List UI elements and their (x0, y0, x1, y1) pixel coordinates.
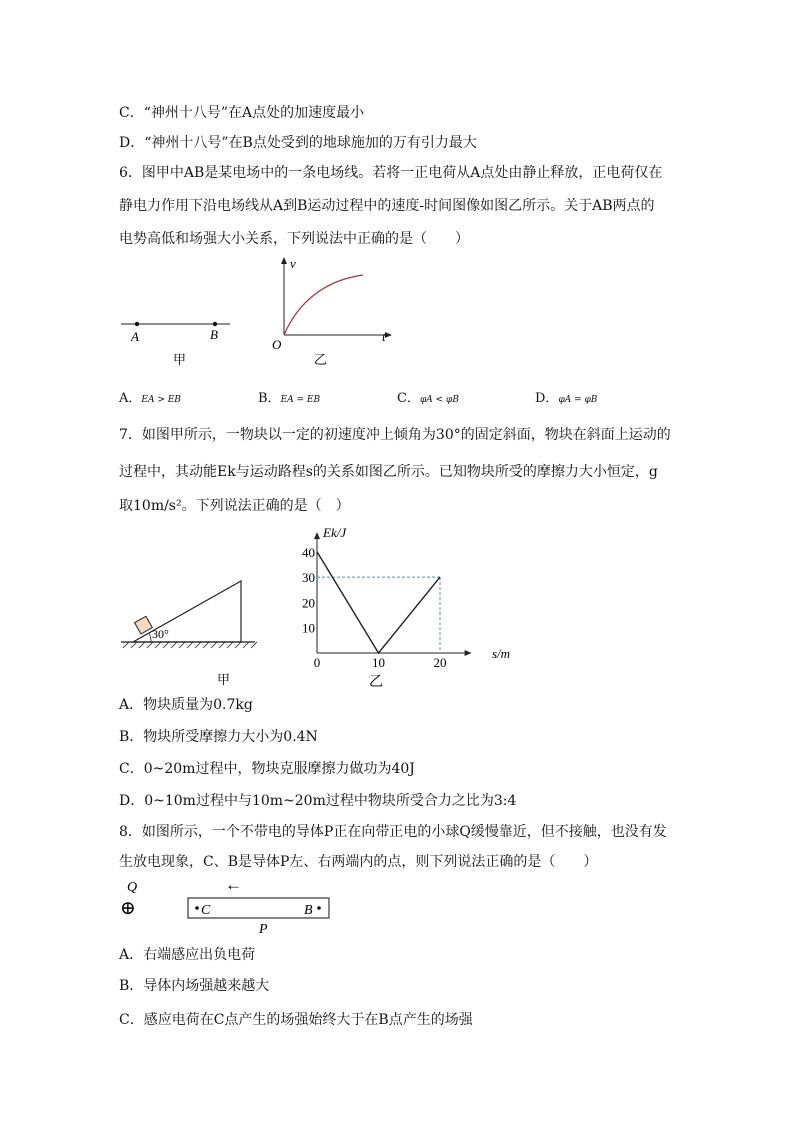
q6-point-b-dot (213, 322, 217, 326)
q5-option-c: C．“神州十八号”在A点处的加速度最小 (119, 105, 365, 121)
q6-t-label: t (382, 329, 386, 344)
q6-option-a-expr: EA > EB (141, 395, 181, 405)
chart-caption: 乙 (369, 675, 383, 690)
q6-option-a (119, 390, 181, 409)
q7-block (135, 616, 153, 634)
q8-point-b-label: B (304, 903, 313, 918)
q6-option-c-expr: φA < φB (419, 395, 459, 405)
q6-v-label: v (290, 256, 296, 271)
chart-x-label: s/m (492, 646, 511, 661)
q8-motion-arrow: ← (225, 875, 242, 894)
q8-ball-symbol: ⊕ (120, 898, 136, 919)
q7-stem-line-1: 7．如图甲所示，一物块以一定的初速度冲上倾角为30°的固定斜面，物块在斜面上运动的 (119, 427, 671, 443)
q8-point-c-label: C (201, 903, 211, 918)
q6-fig-jia-caption: 甲 (173, 352, 187, 367)
q8-stem-line-1: 8．如图所示，一个不带电的导体P正在向带正电的小球Q缓慢靠近，但不接触，也没有发 (119, 824, 667, 840)
q6-option-b-expr: EA = EB (280, 395, 321, 405)
q8-ball-label: Q (127, 880, 138, 895)
q6-point-a-label: A (131, 329, 139, 344)
q7-option-b: B．物块所受摩擦力大小为0.4N (119, 729, 318, 745)
q7-incline-figure (115, 572, 265, 690)
q6-stem-line-2: 静电力作用下沿电场线从A到B运动过程中的速度-时间图像如图乙所示。关于AB两点的 (119, 198, 655, 214)
q5-option-d: D．“神州十八号”在B点处受到的地球施加的万有引力最大 (119, 135, 477, 151)
q8-option-c: C．感应电荷在C点产生的场强始终大于在B点产生的场强 (119, 1012, 473, 1028)
q6-point-b-label: B (210, 327, 218, 342)
chart-y-label: Ek/J (323, 525, 347, 540)
q6-option-b-prefix: B． (258, 391, 281, 406)
q6-option-d-prefix: D． (535, 391, 559, 406)
q6-v-arrow (281, 257, 287, 264)
q8-option-b: B．导体内场强越来越大 (119, 978, 270, 994)
q7-angle-arc (149, 633, 151, 642)
chart-x-tick-10: 10 (372, 655, 385, 670)
chart-series-line (317, 552, 440, 653)
q7-option-a: A．物块质量为0.7kg (119, 697, 253, 713)
q6-t-arrow (385, 332, 392, 338)
chart-x-tick-20: 20 (433, 655, 447, 670)
q8-option-a: A．右端感应出负电荷 (119, 947, 256, 963)
chart-y-axis-arrow (314, 532, 320, 539)
q6-stem-line-1: 6．图甲中AB是某电场中的一条电场线。若将一正电荷从A点处由静止释放，正电荷仅在 (119, 165, 663, 181)
q7-stem-line-3: 取10m/s²。下列说法正确的是（ ） (119, 498, 350, 514)
chart-y-tick-30: 30 (302, 570, 315, 586)
q7-ground-hatch (123, 642, 257, 648)
q6-option-d (535, 390, 597, 409)
q7-option-c: C．0~20m过程中，物块克服摩擦力做功为40J (119, 761, 415, 777)
q8-point-c-dot (195, 906, 199, 910)
q6-option-d-expr: φA = φB (558, 395, 598, 405)
chart-x-tick-0: 0 (313, 655, 321, 670)
chart-y-tick-20: 20 (302, 595, 315, 611)
q7-option-d: D．0~10m过程中与10m~20m过程中物块所受合力之比为3:4 (119, 793, 517, 809)
q6-origin-label: O (272, 337, 282, 352)
q6-option-b (258, 390, 320, 409)
q7-fig-jia-caption: 甲 (217, 672, 231, 687)
q6-fig-yi-caption: 乙 (314, 352, 328, 367)
q6-figures (115, 255, 395, 370)
q8-conductor-label: P (259, 922, 268, 937)
q6-option-c (397, 390, 459, 409)
q7-incline (133, 581, 241, 642)
q6-option-a-prefix: A． (119, 391, 142, 406)
chart-y-tick-10: 10 (302, 620, 315, 636)
q6-velocity-curve (284, 275, 363, 335)
q6-stem-line-3: 电势高低和场强大小关系，下列说法中正确的是（ ） (119, 231, 469, 247)
q7-angle-label: 30° (152, 627, 169, 641)
q7-ek-chart (285, 520, 525, 695)
chart-y-tick-40: 40 (302, 544, 315, 560)
q6-option-c-prefix: C． (397, 391, 420, 406)
chart-x-axis-arrow (465, 650, 472, 656)
q7-stem-line-2: 过程中，其动能Ek与运动路程s的关系如图乙所示。已知物块所受的摩擦力大小恒定，g (119, 464, 658, 480)
q8-point-b-dot (317, 906, 321, 910)
q8-stem-line-2: 生放电现象，C、B是导体P左、右两端内的点，则下列说法正确的是（ ） (119, 854, 598, 870)
q8-figure (115, 872, 345, 938)
q6-point-a-dot (135, 322, 139, 326)
